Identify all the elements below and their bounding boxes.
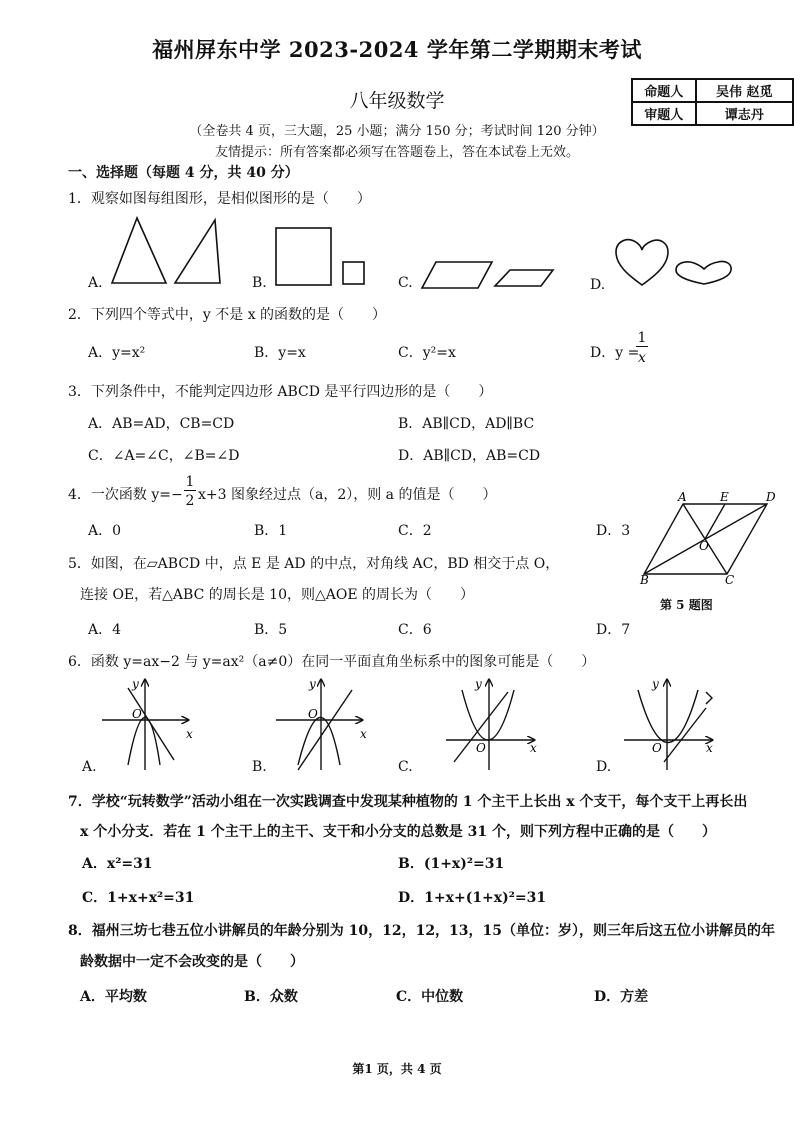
q8-stem: 8．福州三坊七巷五位小讲解员的年龄分别为 10，12，12，13，15（单位：岁），则三年后这五位小讲解员的年 (68, 923, 776, 939)
q6-b-x-label: x (360, 727, 367, 741)
exam-tip: 友情提示：所有答案都必须写在答题卷上，答在本试卷上无效。 (214, 145, 579, 160)
exam-title: 福州屏东中学 2023-2024 学年第二学期期末考试 (152, 37, 642, 62)
q1-option-a: A. (88, 275, 103, 291)
q6-c-x-label: x (530, 741, 537, 755)
q5-stem: 5．如图，在▱ABCD 中，点 E 是 AD 的中点，对角线 AC，BD 相交于点 O， (68, 556, 560, 572)
q2-frac-den: x (638, 350, 646, 366)
q6-d-x-label: x (706, 741, 713, 755)
q3-option-a: A．AB=AD，CB=CD (88, 416, 235, 432)
q2-option-b: B．y=x (254, 345, 306, 361)
q1-option-b: B. (252, 275, 267, 291)
q6-option-b: B. (252, 759, 267, 775)
q2-option-a: A．y=x² (88, 345, 146, 361)
q6-graph-a (102, 680, 188, 770)
q1-option-c: C. (398, 275, 413, 291)
q3-option-c: C．∠A=∠C，∠B=∠D (88, 448, 240, 464)
q4-option-b: B．1 (254, 523, 288, 539)
q8-option-d: D．方差 (594, 989, 649, 1005)
q2-stem: 2．下列四个等式中，y 不是 x 的函数的是（ ） (68, 307, 387, 323)
q7-option-a: A．x²=31 (82, 856, 153, 872)
role-value: 谭志丹 (696, 102, 793, 125)
q3-option-b: B．AB∥CD，AD∥BC (398, 416, 535, 432)
q6-b-origin-label: O (308, 707, 318, 721)
q6-graph-c (446, 680, 534, 770)
q3-stem: 3．下列条件中，不能判定四边形 ABCD 是平行四边形的是（ ） (68, 384, 493, 400)
q4-stem-post: x+3 图象经过点（a，2），则 a 的值是（ ） (198, 487, 497, 503)
role-key: 审题人 (632, 102, 696, 125)
q5-label-b: B (640, 573, 649, 587)
q5-option-c: C．6 (398, 622, 432, 638)
exam-info: （全卷共 4 页，三大题，25 小题；满分 150 分；考试时间 120 分钟） (189, 124, 605, 139)
q5-option-d: D．7 (596, 622, 631, 638)
q5-option-a: A．4 (88, 622, 122, 638)
q1-option-d: D. (590, 277, 606, 293)
role-value: 吴伟 赵觅 (696, 79, 793, 102)
q2-option-d: D．y = (590, 345, 640, 361)
q6-a-x-label: x (186, 727, 193, 741)
q4-frac-den: 2 (185, 493, 195, 509)
q7-option-c: C．1+x+x²=31 (82, 890, 195, 906)
section-heading: 一、选择题（每题 4 分，共 40 分） (68, 165, 299, 181)
exam-subject: 八年级数学 (349, 90, 445, 112)
q7-option-b: B．(1+x)²=31 (398, 856, 505, 872)
q5-figure-caption: 第 5 题图 (660, 598, 713, 612)
q7-stem: 7．学校“玩转数学”活动小组在一次实践调查中发现某种植物的 1 个主干上长出 x 个支干，每个支干上再长出 (68, 794, 748, 810)
q4-option-c: C．2 (398, 523, 432, 539)
q3-option-d: D．AB∥CD，AB=CD (398, 448, 541, 464)
q7-stem-2: x 个小分支．若在 1 个主干上的主干、支干和小分支的总数是 31 个，则下列方程中正确的是（ ） (80, 824, 716, 840)
q2-frac-num: 1 (637, 330, 647, 346)
q5-stem-2: 连接 OE，若△ABC 的周长是 10，则△AOE 的周长为（ ） (80, 587, 475, 603)
q4-option-a: A．0 (88, 523, 122, 539)
q8-option-c: C．中位数 (396, 989, 464, 1005)
q8-stem-2: 龄数据中一定不会改变的是（ ） (80, 954, 304, 970)
q4-option-d: D．3 (596, 523, 631, 539)
q6-c-origin-label: O (476, 741, 486, 755)
page-footer: 第1 页，共 4 页 (352, 1062, 442, 1076)
q8-option-a: A．平均数 (80, 989, 147, 1005)
q1-stem: 1．观察如图每组图形，是相似图形的是（ ） (68, 191, 371, 207)
q4-frac-num: 1 (185, 474, 195, 490)
q6-graph-d (624, 680, 712, 770)
q5-option-b: B．5 (254, 622, 288, 638)
role-key: 命题人 (632, 79, 696, 102)
q5-label-a: A (678, 490, 687, 504)
q5-label-o: O (699, 539, 709, 553)
q7-option-d: D．1+x+(1+x)²=31 (398, 890, 547, 906)
q4-stem-pre: 4．一次函数 y=− (68, 487, 183, 503)
q6-d-origin-label: O (652, 741, 662, 755)
q5-label-c: C (725, 573, 735, 587)
q5-label-d: D (766, 490, 776, 504)
q6-d-y-label: y (652, 677, 659, 691)
q5-label-e: E (720, 490, 729, 504)
q6-a-y-label: y (132, 677, 139, 691)
q6-option-a: A. (82, 759, 97, 775)
q6-c-y-label: y (475, 677, 482, 691)
q6-option-d: D. (596, 759, 612, 775)
q6-graph-b (276, 680, 362, 770)
q8-option-b: B．众数 (244, 989, 298, 1005)
q6-stem: 6．函数 y=ax−2 与 y=ax²（a≠0）在同一平面直角坐标系中的图象可能是（ ） (68, 654, 596, 670)
q6-b-y-label: y (309, 677, 316, 691)
q2-option-c: C．y²=x (398, 345, 456, 361)
q6-a-origin-label: O (132, 707, 142, 721)
q6-option-c: C. (398, 759, 413, 775)
